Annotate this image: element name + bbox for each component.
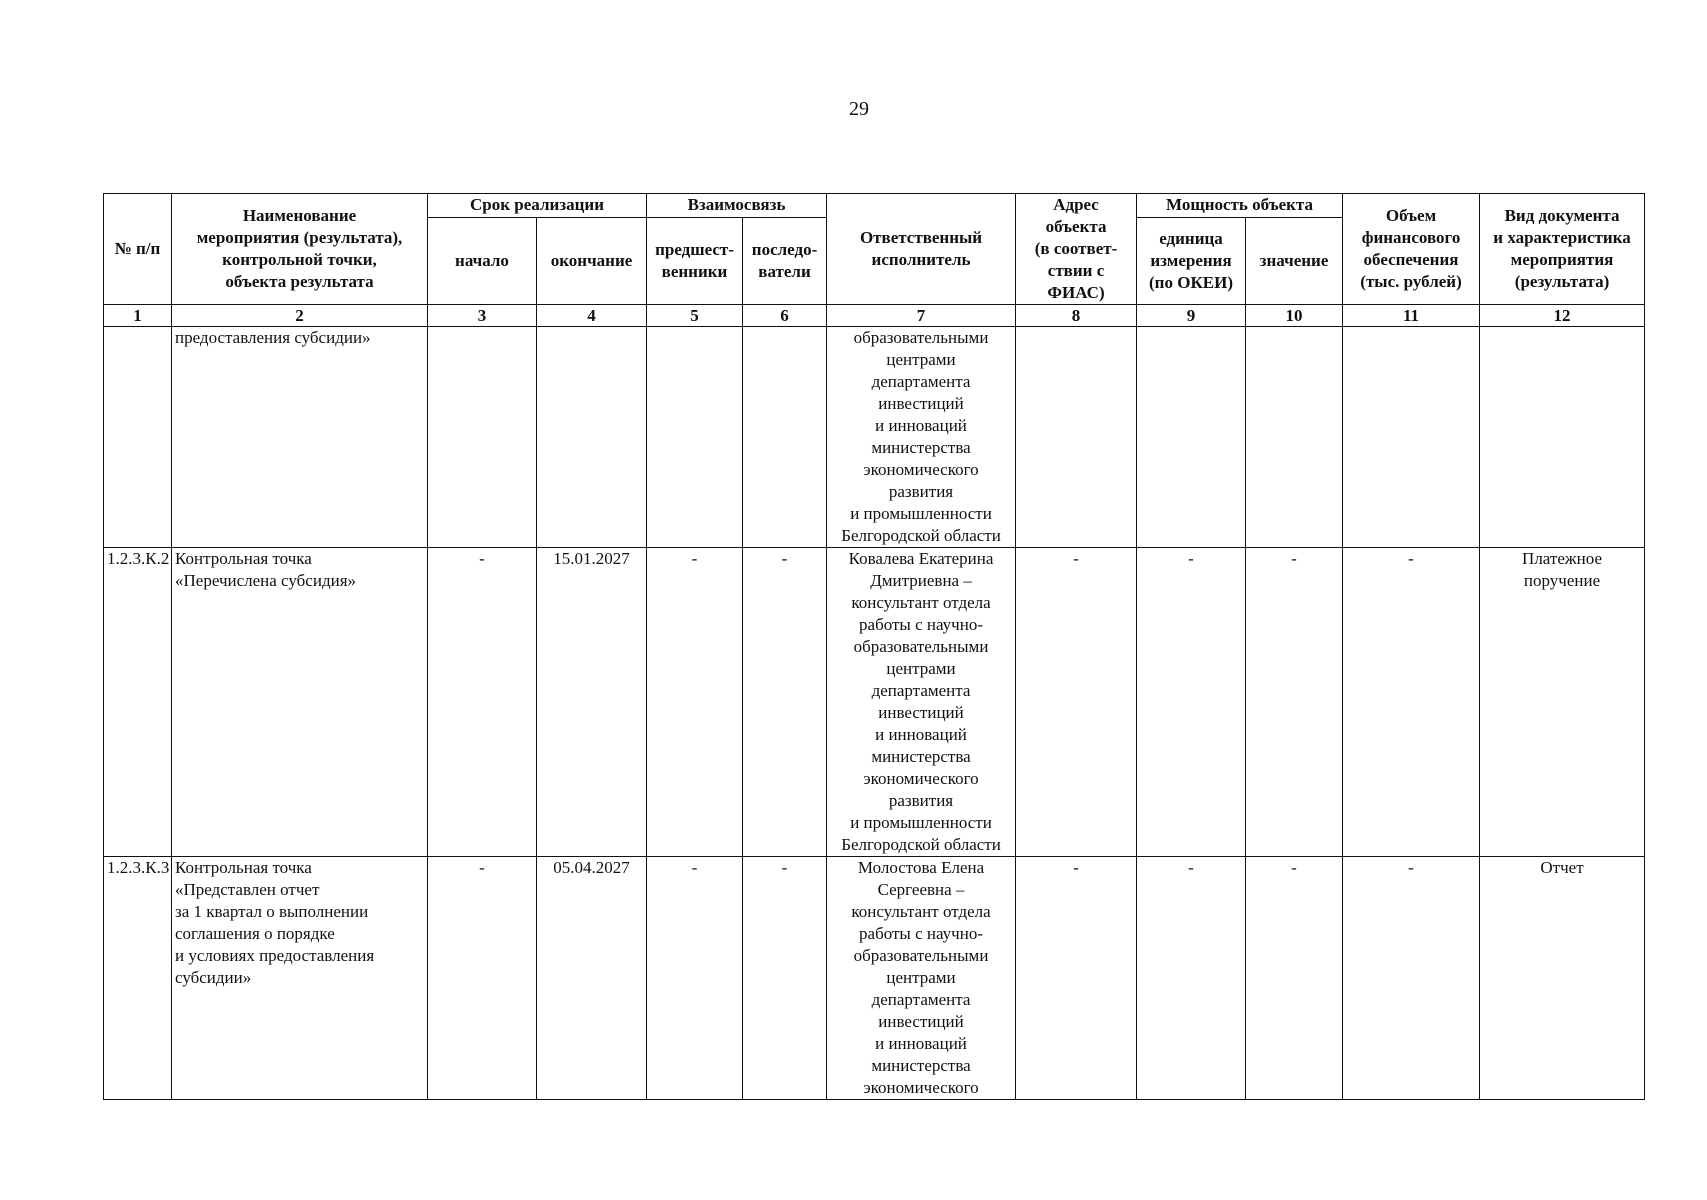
column-number: 5 [647, 305, 743, 327]
column-number: 4 [537, 305, 647, 327]
row-name: Контрольная точка «Перечислена субсидия» [172, 548, 428, 857]
column-number: 9 [1137, 305, 1246, 327]
row-start [428, 327, 537, 548]
row-prev: - [647, 857, 743, 1100]
header-executor: Ответственный исполнитель [827, 194, 1016, 305]
header-link-next: последо- ватели [743, 217, 827, 304]
row-address: - [1016, 548, 1137, 857]
row-finance: - [1343, 548, 1480, 857]
row-prev [647, 327, 743, 548]
column-number: 3 [428, 305, 537, 327]
column-number: 7 [827, 305, 1016, 327]
row-executor: образовательными центрами департамента инвестиций и инноваций министерства экономического развития и промышленности Белгородской области [827, 327, 1016, 548]
row-finance: - [1343, 857, 1480, 1100]
column-number: 8 [1016, 305, 1137, 327]
column-number: 10 [1246, 305, 1343, 327]
header-period-group: Срок реализации [428, 194, 647, 218]
row-address [1016, 327, 1137, 548]
row-end [537, 327, 647, 548]
row-doc-type [1480, 327, 1645, 548]
row-start: - [428, 857, 537, 1100]
header-row-top [104, 194, 1645, 218]
row-doc-type: Платежное поручение [1480, 548, 1645, 857]
row-name: Контрольная точка «Представлен отчет за 1 квартал о выполнении соглашения о порядке и условиях предоставления субсидии» [172, 857, 428, 1100]
row-executor: Молостова Елена Сергеевна – консультант отдела работы с научно- образовательными центрами департамента инвестиций и инноваций министерства экономического [827, 857, 1016, 1100]
header-capacity-unit: единица измерения (по ОКЕИ) [1137, 217, 1246, 304]
row-num: 1.2.3.К.2 [104, 548, 172, 857]
row-address: - [1016, 857, 1137, 1100]
header-doc-type: Вид документа и характеристика мероприятия (результата) [1480, 194, 1645, 305]
header-capacity-value: значение [1246, 217, 1343, 304]
row-value [1246, 327, 1343, 548]
header-num: № п/п [104, 194, 172, 305]
table-header [104, 194, 1645, 327]
header-name: Наименование мероприятия (результата), контрольной точки, объекта результата [172, 194, 428, 305]
column-number: 2 [172, 305, 428, 327]
row-end: 05.04.2027 [537, 857, 647, 1100]
row-unit: - [1137, 548, 1246, 857]
table-body [104, 327, 1645, 1100]
page-number: 29 [849, 98, 869, 120]
row-next [743, 327, 827, 548]
row-start: - [428, 548, 537, 857]
row-executor: Ковалева Екатерина Дмитриевна – консультант отдела работы с научно- образовательными центрами департамента инвестиций и инноваций министерства экономического развития и промышленности Белгородской области [827, 548, 1016, 857]
header-address: Адрес объекта (в соответ- ствии с ФИАС) [1016, 194, 1137, 305]
row-next: - [743, 857, 827, 1100]
header-link-prev: предшест- венники [647, 217, 743, 304]
measures-table [103, 193, 1645, 1100]
row-end: 15.01.2027 [537, 548, 647, 857]
row-next: - [743, 548, 827, 857]
row-value: - [1246, 857, 1343, 1100]
header-finance: Объем финансового обеспечения (тыс. рублей) [1343, 194, 1480, 305]
row-finance [1343, 327, 1480, 548]
row-value: - [1246, 548, 1343, 857]
row-doc-type: Отчет [1480, 857, 1645, 1100]
table-row [104, 327, 1645, 548]
column-number: 11 [1343, 305, 1480, 327]
column-number: 12 [1480, 305, 1645, 327]
header-capacity-group: Мощность объекта [1137, 194, 1343, 218]
row-unit: - [1137, 857, 1246, 1100]
table-row [104, 857, 1645, 1100]
header-period-end: окончание [537, 217, 647, 304]
row-num: 1.2.3.К.3 [104, 857, 172, 1100]
header-period-start: начало [428, 217, 537, 304]
row-unit [1137, 327, 1246, 548]
table-row [104, 548, 1645, 857]
row-prev: - [647, 548, 743, 857]
column-number-row [104, 305, 1645, 327]
column-number: 6 [743, 305, 827, 327]
row-name: предоставления субсидии» [172, 327, 428, 548]
column-number: 1 [104, 305, 172, 327]
header-link-group: Взаимосвязь [647, 194, 827, 218]
row-num [104, 327, 172, 548]
